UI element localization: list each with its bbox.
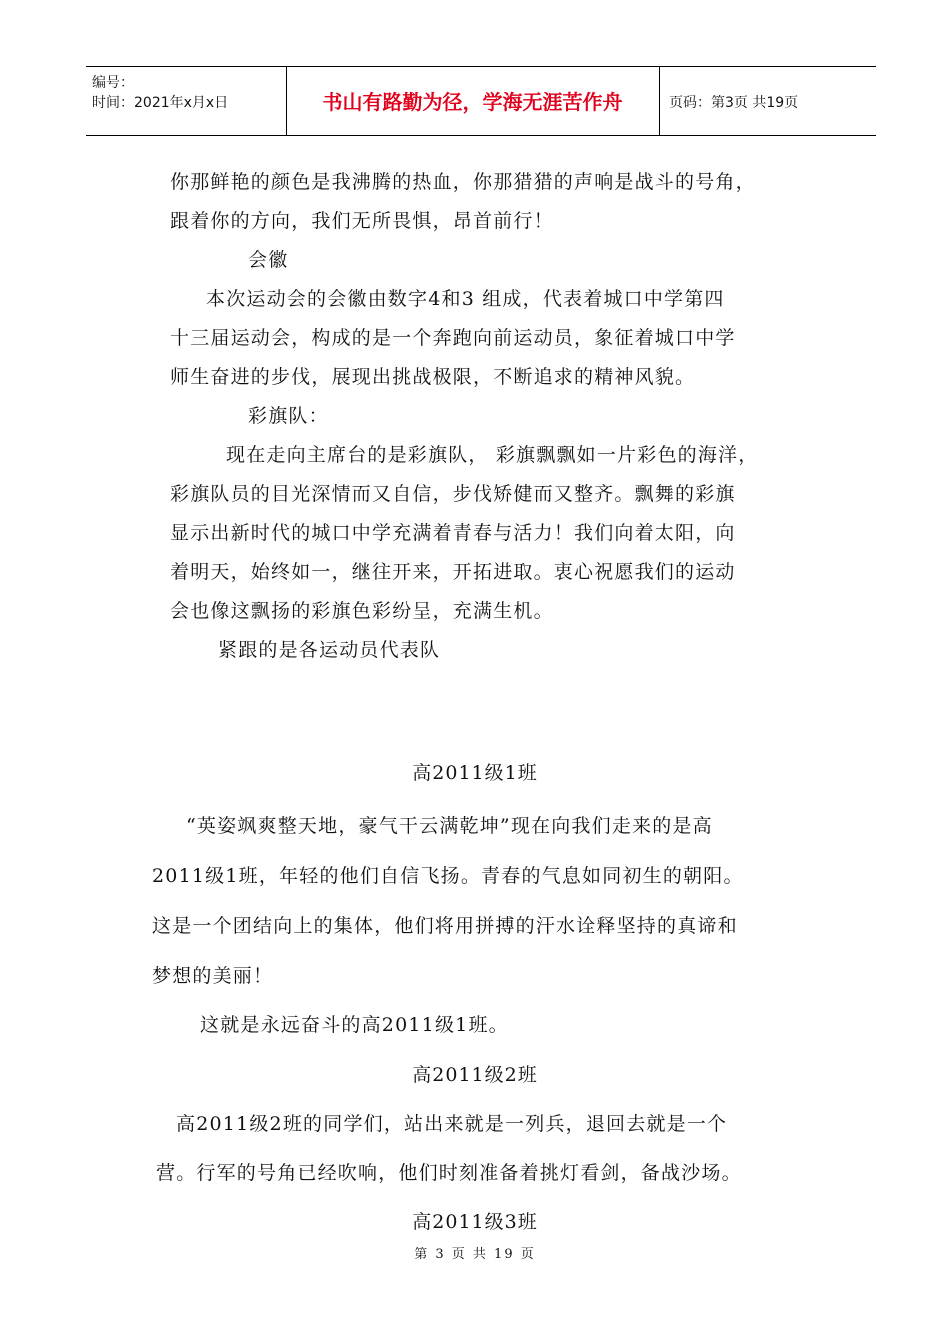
paragraph-line: 2011级1班，年轻的他们自信飞扬。青春的气息如同初生的朝阳。 (152, 865, 744, 887)
paragraph-line: “英姿飒爽整天地，豪气干云满乾坤”现在向我们走来的是高 (186, 815, 713, 837)
document-header (86, 66, 876, 136)
class-heading: 高2011级1班 (412, 762, 538, 784)
paragraph-line: 这就是永远奋斗的高2011级1班。 (200, 1014, 509, 1036)
paragraph-line: 师生奋进的步伐，展现出挑战极限，不断追求的精神风貌。 (170, 366, 696, 388)
paragraph-line: 现在走向主席台的是彩旗队， 彩旗飘飘如一片彩色的海洋， (226, 444, 759, 466)
document-number-label: 编号： (92, 75, 134, 91)
paragraph-line: 彩旗队员的目光深情而又自信，步伐矫健而又整齐。飘舞的彩旗 (170, 483, 736, 505)
paragraph-line: 你那鲜艳的颜色是我沸腾的热血，你那猎猎的声响是战斗的号角， (170, 171, 756, 193)
paragraph-line: 十三届运动会，构成的是一个奔跑向前运动员，象征着城口中学 (170, 327, 736, 349)
header-page-info: 页码：第3页 共19页 (669, 95, 799, 111)
section-heading-flag-team: 彩旗队： (248, 405, 329, 427)
paragraph-line: 着明天，始终如一，继往开来，开拓进取。衷心祝愿我们的运动 (170, 561, 736, 583)
paragraph-line: 营。行军的号角已经吹响，他们时刻准备着挑灯看剑，备战沙场。 (156, 1162, 742, 1184)
header-motto: 书山有路勤为径，学海无涯苦作舟 (322, 90, 623, 114)
header-divider (659, 67, 660, 135)
class-heading: 高2011级2班 (412, 1064, 538, 1086)
header-meta (92, 73, 228, 113)
paragraph-line: 跟着你的方向，我们无所畏惧，昂首前行！ (170, 210, 554, 232)
paragraph-line: 这是一个团结向上的集体，他们将用拼搏的汗水诠释坚持的真谛和 (152, 915, 738, 937)
paragraph-line: 会也像这飘扬的彩旗色彩纷呈，充满生机。 (170, 600, 554, 622)
page-footer: 第 3 页 共 19 页 (414, 1247, 536, 1262)
paragraph-line: 梦想的美丽！ (152, 965, 274, 987)
paragraph-line: 紧跟的是各运动员代表队 (218, 639, 441, 661)
document-time-label: 时间：2021年x月x日 (92, 95, 229, 111)
section-heading-emblem: 会徽 (248, 249, 289, 271)
paragraph-line: 显示出新时代的城口中学充满着青春与活力！我们向着太阳，向 (170, 522, 736, 544)
class-heading: 高2011级3班 (412, 1211, 538, 1233)
paragraph-line: 高2011级2班的同学们，站出来就是一列兵，退回去就是一个 (176, 1113, 728, 1135)
paragraph-line: 本次运动会的会徽由数字4和3 组成，代表着城口中学第四 (206, 288, 725, 310)
